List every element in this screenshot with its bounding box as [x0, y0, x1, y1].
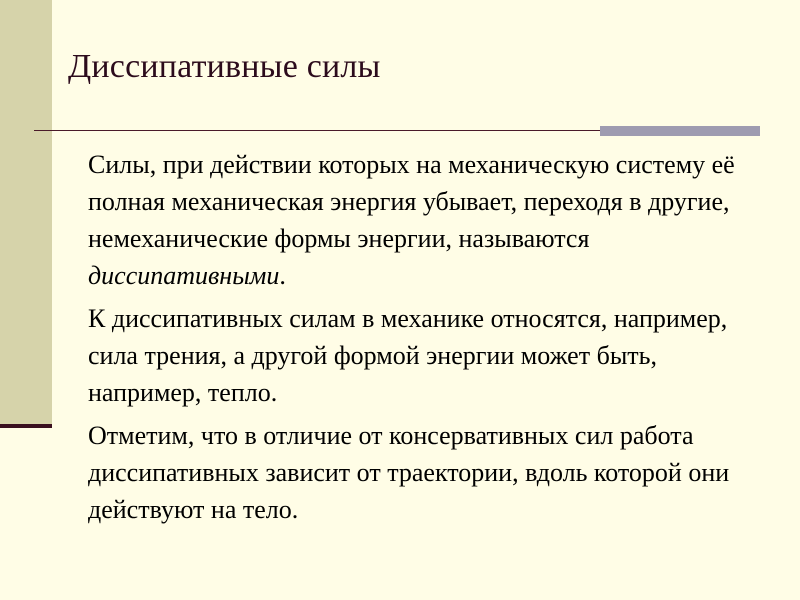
title-accent-bar	[600, 126, 760, 136]
definition-end: .	[279, 261, 286, 290]
definition-text: Силы, при действии которых на механическую систему её полная механическая энергия убывает, переходя в другие, немеханические формы энергии, называются	[88, 150, 735, 253]
side-decor-band	[0, 0, 52, 428]
side-decor-dash	[0, 424, 52, 428]
paragraph-definition	[88, 146, 768, 294]
definition-term: диссипативными	[88, 261, 280, 290]
paragraph-examples: К диссипативных силам в механике относятся, например, сила трения, а другой формой энергии может быть, например, тепло.	[88, 304, 728, 407]
slide-title: Диссипативные силы	[68, 48, 381, 85]
paragraph-note: Отметим, что в отличие от консервативных сил работа диссипативных зависит от траектории, вдоль которой они действуют на тело.	[88, 421, 730, 524]
slide-body	[88, 146, 768, 534]
